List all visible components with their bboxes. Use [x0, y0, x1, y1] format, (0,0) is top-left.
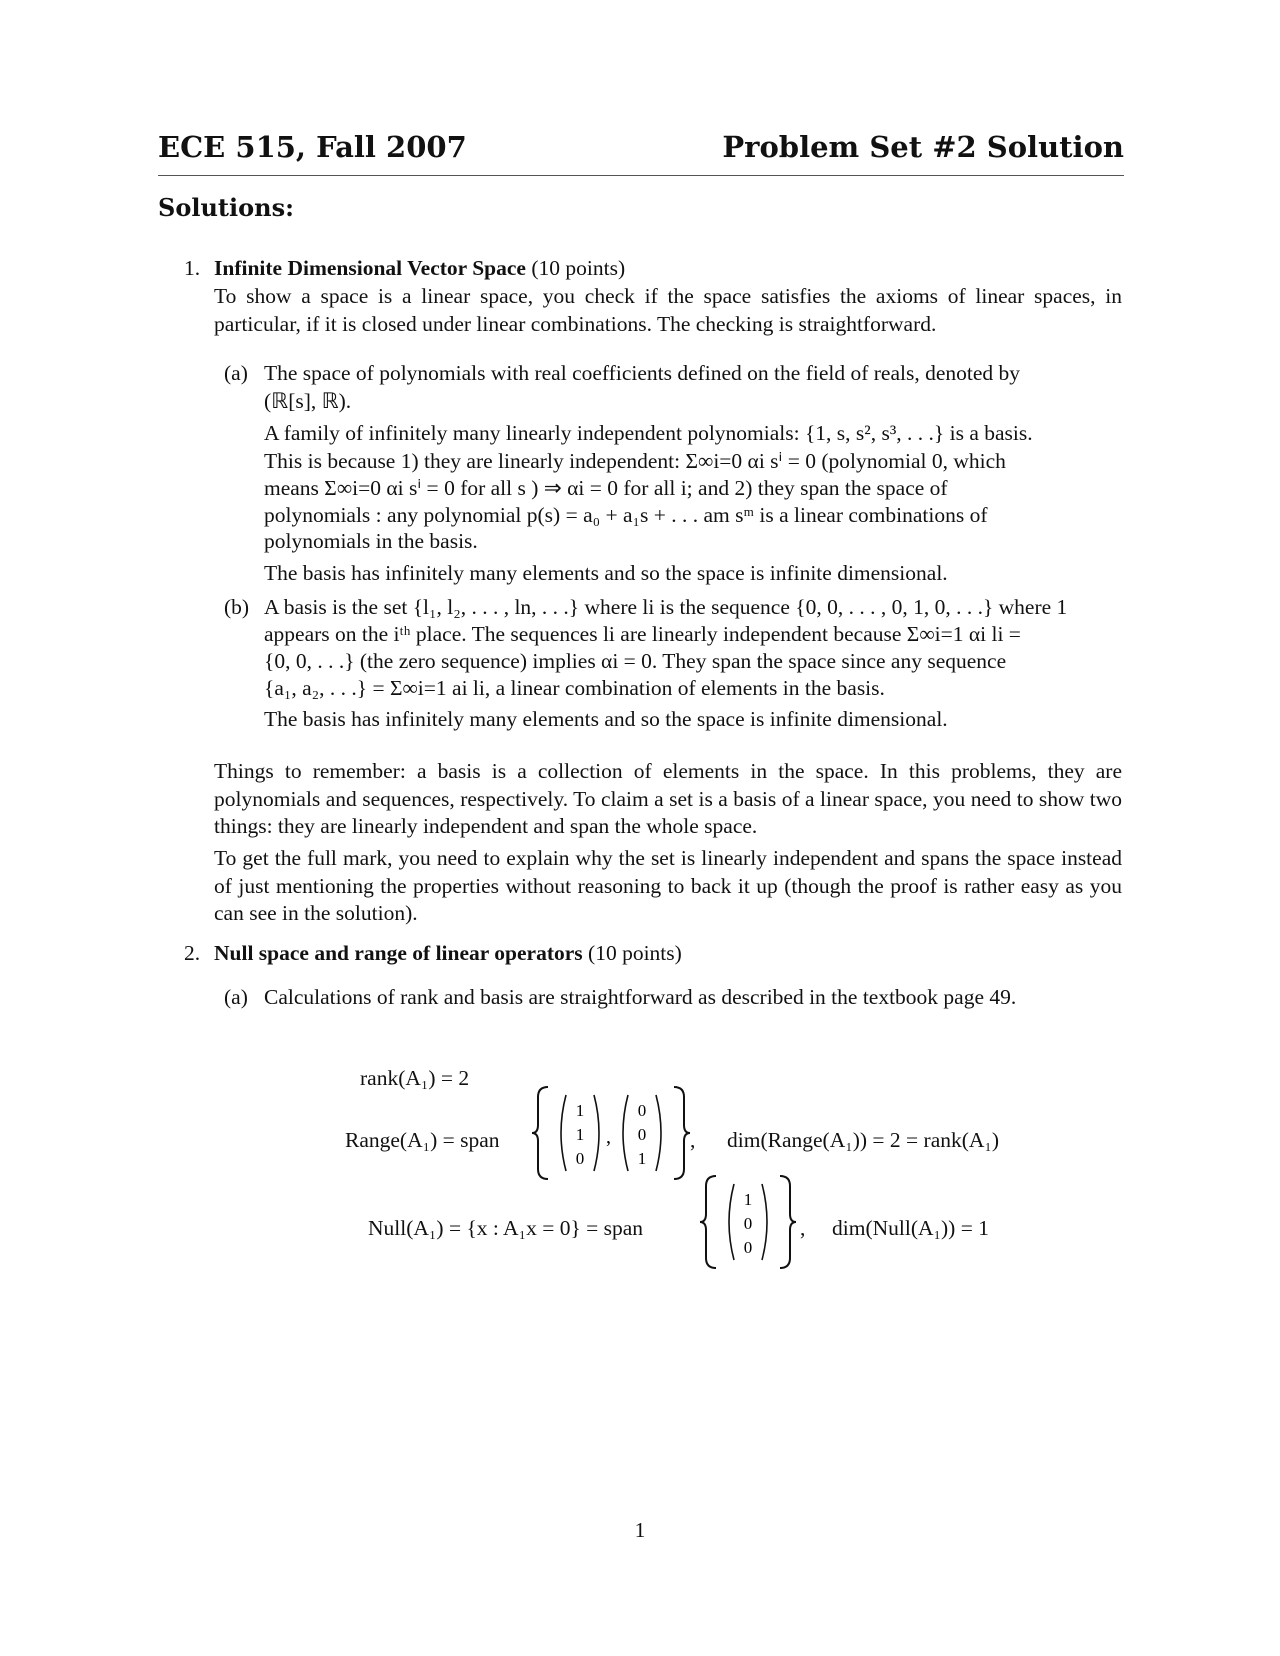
problem2-points: (10 points): [588, 941, 682, 965]
eq-rank: rank(A₁) = 2: [360, 1066, 470, 1090]
eq-null-lhs: Null(A₁) = {x : A₁x = 0} = span: [368, 1216, 644, 1240]
header-rule: [158, 175, 1124, 176]
vector1-left-paren: [561, 1095, 566, 1171]
problem1b-line1: A basis is the set {l₁, l₂, . . . , ln, . . .} where li is the sequence {0, 0, . . . , 0, 1, 0, . . .} where 1: [264, 595, 1068, 619]
problem1a-line7: polynomials in the basis.: [264, 529, 478, 553]
problem1a-line2: (ℝ[s], ℝ).: [264, 389, 352, 413]
range-trailing-comma: ,: [690, 1128, 696, 1152]
problem2a-label: (a): [224, 985, 248, 1009]
range-v2-entry3: 1: [637, 1149, 647, 1168]
problem1b-line5: The basis has infinitely many elements and so the space is infinite dimensional.: [264, 707, 948, 731]
range-v1-entry2: 1: [575, 1125, 585, 1144]
problem1-number: 1.: [184, 256, 201, 280]
range-v2-entry1: 0: [637, 1101, 647, 1120]
vector2-right-paren: [656, 1095, 661, 1171]
problem1b-line3: {0, 0, . . .} (the zero sequence) implies αi = 0. They span the space since any sequence: [264, 649, 1007, 673]
document-title: Problem Set #2 Solution: [722, 130, 1124, 164]
remember-paragraph: Things to remember: a basis is a collection of elements in the space. In this problems, they are polynomials and sequences, respectively. To claim a set is a basis of a linear space, you need to show two things: they are linearly independent and span the whole space.: [214, 759, 1122, 839]
null-vector-right-paren: [762, 1184, 767, 1260]
problem2a-text: Calculations of rank and basis are straightforward as described in the textbook page 49.: [264, 985, 1017, 1009]
null-v1-entry3: 0: [743, 1238, 753, 1257]
page-number: 1: [634, 1518, 646, 1542]
problem1a-line1: The space of polynomials with real coefficients defined on the field of reals, denoted by: [264, 361, 1021, 385]
problem1a-line8: The basis has infinitely many elements and so the space is infinite dimensional.: [264, 561, 948, 585]
right-brace: [674, 1087, 690, 1179]
problem2-heading-line: [214, 941, 682, 966]
null-right-brace: [780, 1176, 796, 1268]
problem1a-line4: This is because 1) they are linearly independent: Σ∞i=0 αi sⁱ = 0 (polynomial 0, which: [264, 449, 1006, 473]
problem2-heading: Null space and range of linear operators: [214, 941, 583, 965]
vector2-left-paren: [623, 1095, 628, 1171]
null-trailing-comma: ,: [800, 1216, 806, 1240]
eq-range-lhs: Range(A₁) = span: [345, 1128, 500, 1152]
range-v1-entry3: 0: [575, 1149, 585, 1168]
vector1-right-paren: [594, 1095, 599, 1171]
null-vector-left-paren: [729, 1184, 734, 1260]
problem1a-line6: polynomials : any polynomial p(s) = a₀ + a₁s + . . . am sᵐ is a linear combinations of: [264, 503, 988, 527]
eq-range-dim: dim(Range(A₁)) = 2 = rank(A₁): [727, 1128, 1000, 1152]
solutions-heading: Solutions:: [158, 193, 294, 222]
problem1-points: (10 points): [531, 256, 626, 280]
eq-null-dim: dim(Null(A₁)) = 1: [832, 1216, 989, 1240]
problem2-number: 2.: [184, 941, 201, 965]
problem1-heading: Infinite Dimensional Vector Space: [214, 256, 526, 280]
null-vector-set: [700, 1172, 800, 1272]
problem1-heading-line: [214, 256, 625, 281]
range-v2-entry2: 0: [637, 1125, 647, 1144]
problem1a-line5: means Σ∞i=0 αi sⁱ = 0 for all s ) ⇒ αi = 0 for all i; and 2) they span the space of: [264, 476, 948, 500]
range-vector-set: [528, 1083, 698, 1183]
range-comma: ,: [606, 1126, 611, 1148]
problem1a-line3: A family of infinitely many linearly independent polynomials: {1, s, s², s³, . . .} is a basis.: [264, 421, 1033, 445]
null-left-brace: [700, 1176, 716, 1268]
null-v1-entry1: 1: [743, 1190, 753, 1209]
range-v1-entry1: 1: [575, 1101, 585, 1120]
problem1b-line2: appears on the iᵗʰ place. The sequences li are linearly independent because Σ∞i=1 αi li =: [264, 622, 1021, 646]
problem1-intro: To show a space is a linear space, you check if the space satisfies the axioms of linear spaces, in particular, if it is closed under linear combinations. The checking is straightforward.: [214, 284, 1122, 336]
course-title: ECE 515, Fall 2007: [158, 130, 467, 164]
fullmark-paragraph: To get the full mark, you need to explain why the set is linearly independent and spans the space instead of just mentioning the properties without reasoning to back it up (though the proof is rather easy as you can see in the solution).: [214, 846, 1122, 926]
null-v1-entry2: 0: [743, 1214, 753, 1233]
problem1b-line4: {a₁, a₂, . . .} = Σ∞i=1 ai li, a linear combination of elements in the basis.: [264, 676, 885, 700]
problem1b-label: (b): [224, 595, 250, 619]
left-brace: [532, 1087, 548, 1179]
problem1a-label: (a): [224, 361, 248, 385]
